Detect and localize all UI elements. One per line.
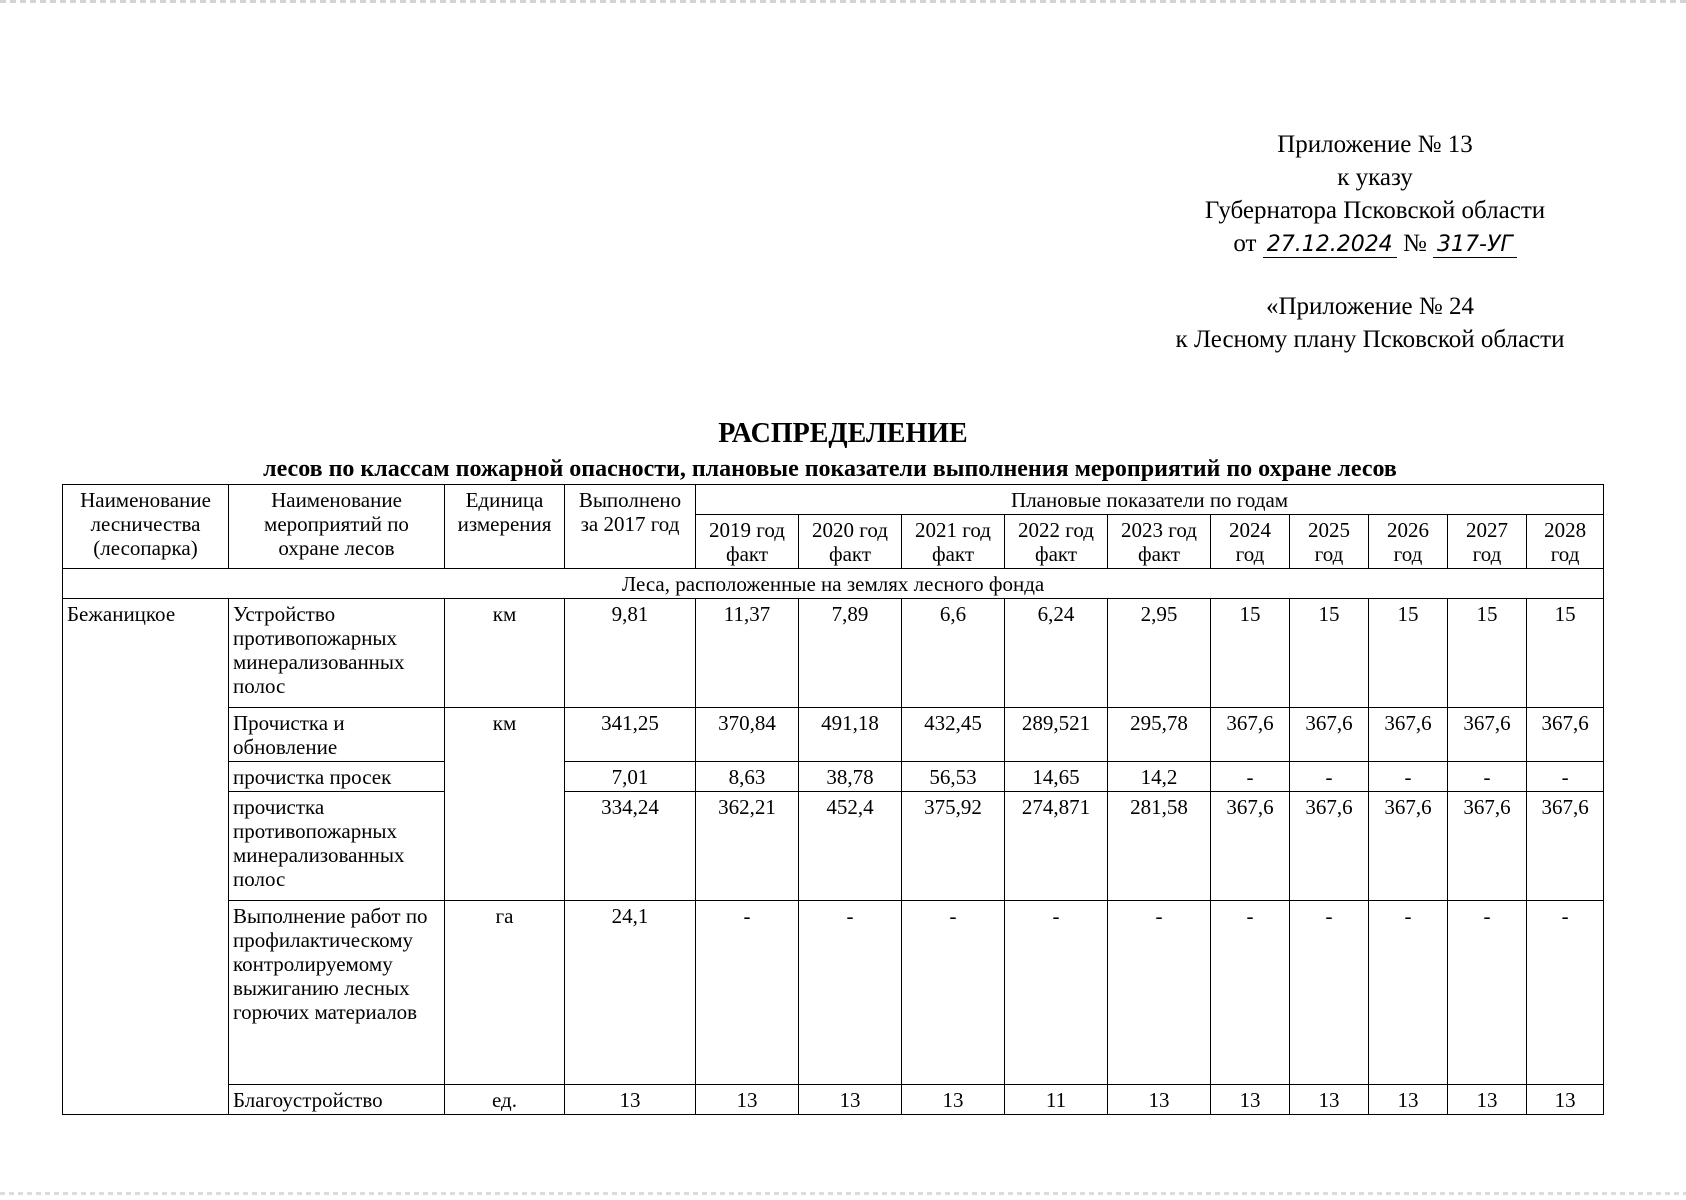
value-cell: 13: [565, 1085, 696, 1115]
unit-cell: га: [445, 901, 565, 1085]
handwritten-number: 317-УГ: [1433, 233, 1517, 258]
value-cell: 367,6: [1369, 792, 1448, 901]
annex-line3: Губернатора Псковской области: [1204, 197, 1546, 224]
value-cell: 13: [1527, 1085, 1604, 1115]
table-row: [63, 1085, 1604, 1115]
header-year: 2024 год: [1211, 515, 1290, 569]
value-cell: 15: [1527, 599, 1604, 708]
value-cell: 367,6: [1369, 708, 1448, 762]
header-year: 2022 год факт: [1005, 515, 1108, 569]
value-cell: 13: [696, 1085, 799, 1115]
value-cell: 375,92: [902, 792, 1005, 901]
value-cell: 367,6: [1211, 792, 1290, 901]
value-cell: 15: [1290, 599, 1369, 708]
value-cell: -: [1448, 762, 1527, 792]
header-year: 2020 год факт: [799, 515, 902, 569]
value-cell: 367,6: [1211, 708, 1290, 762]
header-row-1: [63, 485, 1604, 515]
value-cell: -: [1527, 762, 1604, 792]
value-cell: 15: [1211, 599, 1290, 708]
value-cell: 274,871: [1005, 792, 1108, 901]
forestry-name: Бежаницкое: [63, 599, 229, 1115]
scan-edge-bottom: [0, 1192, 1686, 1195]
value-cell: 341,25: [565, 708, 696, 762]
header-year: 2026 год: [1369, 515, 1448, 569]
activity-name: Устройство противопожарных минерализованных полос: [229, 599, 445, 708]
value-cell: 13: [1369, 1085, 1448, 1115]
unit-cell: км: [445, 599, 565, 708]
table-row: [63, 599, 1604, 708]
value-cell: 2,95: [1108, 599, 1211, 708]
value-cell: 289,521: [1005, 708, 1108, 762]
header-planned: Плановые показатели по годам: [696, 485, 1604, 515]
forest-plan-annex: [1120, 290, 1620, 356]
value-cell: -: [1448, 901, 1527, 1085]
annex-line1: Приложение № 13: [1277, 131, 1473, 158]
value-cell: 367,6: [1448, 708, 1527, 762]
value-cell: 367,6: [1527, 792, 1604, 901]
value-cell: -: [1527, 901, 1604, 1085]
value-cell: 281,58: [1108, 792, 1211, 901]
value-cell: -: [799, 901, 902, 1085]
annex-line2: к указу: [1337, 164, 1413, 191]
value-cell: -: [1211, 901, 1290, 1085]
value-cell: 362,21: [696, 792, 799, 901]
value-cell: 13: [799, 1085, 902, 1115]
header-year: 2023 год факт: [1108, 515, 1211, 569]
value-cell: -: [1369, 762, 1448, 792]
table-row: [63, 762, 1604, 792]
header-done-2017: Выполнено за 2017 год: [565, 485, 696, 569]
value-cell: -: [902, 901, 1005, 1085]
value-cell: -: [1290, 901, 1369, 1085]
value-cell: 370,84: [696, 708, 799, 762]
value-cell: 7,89: [799, 599, 902, 708]
activity-name: Благоустройство: [229, 1085, 445, 1115]
header-forestry: Наименование лесничества (лесопарка): [63, 485, 229, 569]
table-row: [63, 792, 1604, 901]
value-cell: 334,24: [565, 792, 696, 901]
value-cell: 15: [1369, 599, 1448, 708]
header-year: 2028 год: [1527, 515, 1604, 569]
table-row: [63, 901, 1604, 1085]
value-cell: -: [1108, 901, 1211, 1085]
number-sign: №: [1402, 230, 1427, 257]
header-year: 2021 год факт: [902, 515, 1005, 569]
value-cell: 15: [1448, 599, 1527, 708]
value-cell: 367,6: [1527, 708, 1604, 762]
value-cell: 367,6: [1448, 792, 1527, 901]
value-cell: 13: [1448, 1085, 1527, 1115]
value-cell: 11: [1005, 1085, 1108, 1115]
value-cell: -: [1005, 901, 1108, 1085]
header-year: 2027 год: [1448, 515, 1527, 569]
section-title: Леса, расположенные на землях лесного фонда: [63, 569, 1604, 599]
fire-protection-table: [62, 484, 1604, 1115]
value-cell: 9,81: [565, 599, 696, 708]
value-cell: 367,6: [1290, 792, 1369, 901]
value-cell: 295,78: [1108, 708, 1211, 762]
value-cell: 38,78: [799, 762, 902, 792]
activity-name: прочистка просек: [229, 762, 445, 792]
header-year: 2019 год факт: [696, 515, 799, 569]
unit-cell: ед.: [445, 1085, 565, 1115]
value-cell: 13: [1108, 1085, 1211, 1115]
activity-name: прочистка противопожарных минерализованных полос: [229, 792, 445, 901]
scan-edge-top: [0, 0, 1686, 3]
value-cell: 6,24: [1005, 599, 1108, 708]
header-year: 2025 год: [1290, 515, 1369, 569]
value-cell: 14,2: [1108, 762, 1211, 792]
value-cell: -: [1369, 901, 1448, 1085]
annex-date-line: [1150, 227, 1600, 260]
value-cell: 432,45: [902, 708, 1005, 762]
value-cell: 13: [902, 1085, 1005, 1115]
value-cell: 8,63: [696, 762, 799, 792]
activity-name: Прочистка и обновление: [229, 708, 445, 762]
table-row: [63, 708, 1604, 762]
header-activity: Наименование мероприятий по охране лесов: [229, 485, 445, 569]
value-cell: 13: [1211, 1085, 1290, 1115]
document-subtitle: лесов по классам пожарной опасности, плановые показатели выполнения мероприятий по охране лесов: [263, 456, 1397, 482]
forest-annex-line1: «Приложение № 24: [1265, 293, 1475, 320]
value-cell: 11,37: [696, 599, 799, 708]
value-cell: 13: [1290, 1085, 1369, 1115]
value-cell: 7,01: [565, 762, 696, 792]
handwritten-date: 27.12.2024: [1263, 233, 1397, 258]
value-cell: 6,6: [902, 599, 1005, 708]
header-unit: Единица измерения: [445, 485, 565, 569]
date-prefix: от: [1233, 230, 1257, 257]
forest-annex-line2: к Лесному плану Псковской области: [1175, 326, 1565, 353]
unit-cell: км: [445, 708, 565, 901]
value-cell: 14,65: [1005, 762, 1108, 792]
value-cell: -: [1211, 762, 1290, 792]
annex-header: [1150, 128, 1600, 260]
document-title: РАСПРЕДЕЛЕНИЕ: [718, 418, 968, 449]
section-row: [63, 569, 1604, 599]
value-cell: 56,53: [902, 762, 1005, 792]
activity-name: Выполнение работ по профилактическому контролируемому выжиганию лесных горючих материалов: [229, 901, 445, 1085]
value-cell: 367,6: [1290, 708, 1369, 762]
value-cell: 24,1: [565, 901, 696, 1085]
value-cell: 452,4: [799, 792, 902, 901]
value-cell: 491,18: [799, 708, 902, 762]
value-cell: -: [696, 901, 799, 1085]
value-cell: -: [1290, 762, 1369, 792]
